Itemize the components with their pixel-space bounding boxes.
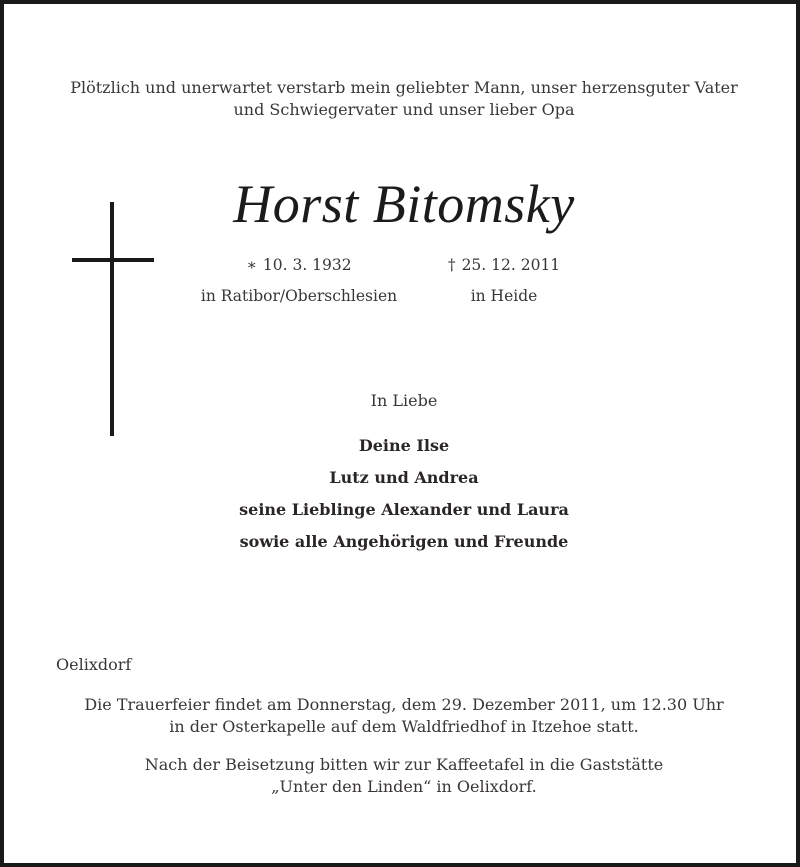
- deceased-name: Horst Bitomsky: [233, 174, 575, 234]
- mourner: sowie alle Angehörigen und Freunde: [239, 532, 569, 551]
- mourner: seine Lieblinge Alexander und Laura: [239, 500, 569, 519]
- cross-horizontal-beam: [72, 258, 154, 262]
- mourner: Deine Ilse: [358, 436, 450, 455]
- reception-line: „Unter den Linden“ in Oelixdorf.: [271, 777, 537, 796]
- mourner: Lutz und Andrea: [329, 468, 479, 487]
- ceremony-line: Die Trauerfeier findet am Donnerstag, dem 29. Dezember 2011, um 12.30 Uhr: [84, 695, 724, 714]
- reception-text: [4, 754, 800, 798]
- place-of-residence: Oelixdorf: [56, 655, 132, 674]
- death-place: in Heide: [470, 287, 538, 305]
- birth-date-line: [184, 254, 414, 276]
- birth-star-icon: ∗: [246, 256, 257, 274]
- mourners-list: [4, 430, 800, 558]
- death-date-line: [399, 254, 609, 276]
- reception-line: Nach der Beisetzung bitten wir zur Kaffeetafel in die Gaststätte: [144, 755, 664, 774]
- birth-date: 10. 3. 1932: [262, 256, 352, 274]
- in-love-text: In Liebe: [370, 391, 438, 410]
- ceremony-line: in der Osterkapelle auf dem Waldfriedhof in Itzehoe statt.: [169, 717, 639, 736]
- death-date: 25. 12. 2011: [461, 256, 561, 274]
- intro-line: Plötzlich und unerwartet verstarb mein geliebter Mann, unser herzensguter Vater: [70, 78, 738, 97]
- birth-place: in Ratibor/Oberschlesien: [200, 287, 398, 305]
- intro-text: [4, 77, 800, 121]
- funeral-ceremony-text: [4, 694, 800, 738]
- intro-line: und Schwiegervater und unser lieber Opa: [233, 100, 575, 119]
- death-dagger-icon: †: [447, 256, 456, 274]
